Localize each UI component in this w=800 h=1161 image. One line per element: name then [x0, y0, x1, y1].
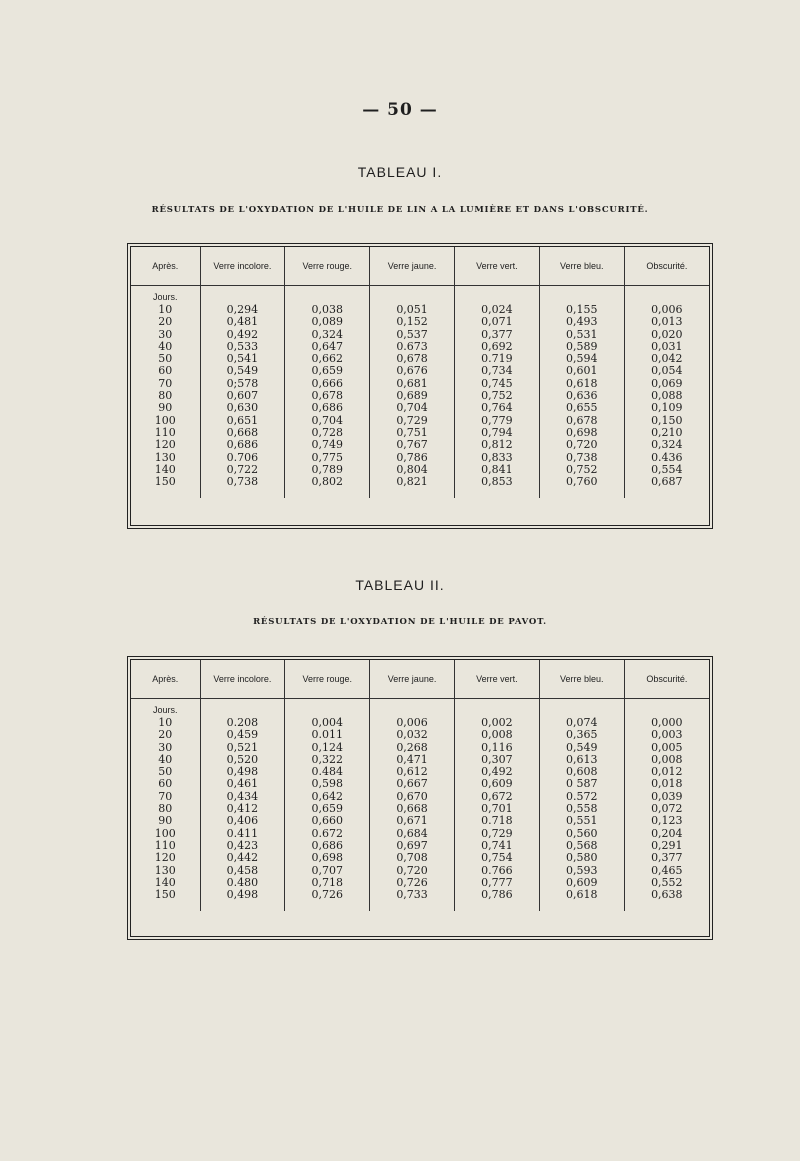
- value-cell: 0,412: [200, 803, 285, 815]
- value-cell: 0,686: [285, 402, 370, 414]
- value-cell: 0,672: [454, 791, 539, 803]
- value-cell: 0,728: [285, 427, 370, 439]
- value-cell: 0,038: [285, 304, 370, 316]
- day-cell: 140: [131, 464, 200, 476]
- day-cell: 130: [131, 865, 200, 877]
- day-cell: 130: [131, 452, 200, 464]
- value-cell: 0,124: [285, 742, 370, 754]
- value-cell: 0,593: [539, 865, 624, 877]
- column-header: Verre bleu.: [539, 247, 624, 286]
- value-cell: 0,406: [200, 815, 285, 827]
- value-cell: 0,377: [454, 329, 539, 341]
- value-cell: 0,521: [200, 742, 285, 754]
- value-cell: 0,676: [370, 365, 455, 377]
- value-cell: 0,039: [651, 789, 683, 803]
- table-row: [131, 365, 709, 377]
- value-cell: 0,558: [539, 803, 624, 815]
- table-cell: [200, 699, 285, 718]
- value-cell: 0,666: [285, 378, 370, 390]
- value-cell: 0,434: [200, 791, 285, 803]
- value-cell: 0,821: [370, 476, 455, 498]
- value-cell: 0,116: [454, 742, 539, 754]
- value-cell: 0,707: [285, 865, 370, 877]
- value-cell: 0,054: [651, 364, 683, 378]
- table-row: [131, 476, 709, 498]
- column-header: Verre incolore.: [200, 247, 285, 286]
- value-cell: 0,541: [200, 353, 285, 365]
- value-cell: 0,760: [539, 476, 624, 498]
- column-header: Verre rouge.: [285, 247, 370, 286]
- day-cell: 60: [131, 365, 200, 377]
- value-cell: 0.411: [200, 828, 285, 840]
- jours-label: Jours.: [131, 699, 200, 718]
- jours-label: Jours.: [131, 286, 200, 305]
- value-cell: 0,751: [370, 427, 455, 439]
- value-cell: 0,698: [285, 852, 370, 864]
- value-cell: 0,598: [285, 778, 370, 790]
- table-cell: [285, 286, 370, 305]
- value-cell: 0.436: [651, 450, 683, 464]
- value-cell: 0,294: [200, 304, 285, 316]
- value-cell: 0,594: [539, 353, 624, 365]
- value-cell: 0,554: [651, 462, 683, 476]
- value-cell: 0,786: [370, 452, 455, 464]
- column-header: Après.: [131, 660, 200, 699]
- column-header: Verre bleu.: [539, 660, 624, 699]
- value-cell: 0,853: [454, 476, 539, 498]
- table-row: [131, 865, 709, 877]
- day-cell: 120: [131, 852, 200, 864]
- value-cell: 0,051: [370, 304, 455, 316]
- value-cell: 0,618: [539, 378, 624, 390]
- value-cell: 0,684: [370, 828, 455, 840]
- day-cell: 10: [131, 717, 200, 729]
- value-cell: 0,752: [454, 390, 539, 402]
- value-cell: 0,560: [539, 828, 624, 840]
- value-cell: 0,745: [454, 378, 539, 390]
- value-cell: 0.480: [200, 877, 285, 889]
- value-cell: 0,779: [454, 415, 539, 427]
- value-cell: 0,152: [370, 316, 455, 328]
- table-row: [131, 402, 709, 414]
- table-row: [131, 815, 709, 827]
- day-cell: 110: [131, 840, 200, 852]
- value-cell: 0;578: [200, 378, 285, 390]
- day-cell: 90: [131, 815, 200, 827]
- value-cell: 0,749: [285, 439, 370, 451]
- value-cell: 0,458: [200, 865, 285, 877]
- value-cell: 0,671: [370, 815, 455, 827]
- value-cell: 0,618: [539, 889, 624, 911]
- value-cell: 0,465: [651, 863, 683, 877]
- day-cell: 20: [131, 316, 200, 328]
- value-cell: 0,638: [651, 888, 683, 902]
- table1-header-row: [131, 247, 709, 286]
- value-cell: 0,568: [539, 840, 624, 852]
- value-cell: 0,005: [651, 740, 683, 754]
- value-cell: 0,802: [285, 476, 370, 498]
- value-cell: 0,729: [454, 828, 539, 840]
- value-cell: 0,659: [285, 365, 370, 377]
- value-cell: 0,767: [370, 439, 455, 451]
- table1-title: TABLEAU I.: [357, 164, 443, 180]
- column-header: Verre incolore.: [200, 660, 285, 699]
- table1-frame: [130, 246, 710, 526]
- day-cell: 40: [131, 341, 200, 353]
- table-cell: [624, 286, 709, 305]
- value-cell: 0,002: [454, 717, 539, 729]
- value-cell: 0,377: [651, 851, 683, 865]
- value-cell: 0,642: [285, 791, 370, 803]
- value-cell: 0,681: [370, 378, 455, 390]
- value-cell: 0,324: [285, 329, 370, 341]
- value-cell: 0,651: [200, 415, 285, 427]
- value-cell: 0.766: [454, 865, 539, 877]
- value-cell: 0,741: [454, 840, 539, 852]
- column-header: Verre jaune.: [370, 660, 455, 699]
- column-header: Verre vert.: [454, 247, 539, 286]
- value-cell: 0,786: [454, 889, 539, 911]
- value-cell: 0,659: [285, 803, 370, 815]
- value-cell: 0,008: [454, 729, 539, 741]
- day-cell: 50: [131, 766, 200, 778]
- value-cell: 0,733: [370, 889, 455, 911]
- value-cell: 0,668: [200, 427, 285, 439]
- table-row: [131, 729, 709, 741]
- value-cell: 0,613: [539, 754, 624, 766]
- value-cell: 0,833: [454, 452, 539, 464]
- value-cell: 0,307: [454, 754, 539, 766]
- value-cell: 0,549: [200, 365, 285, 377]
- day-cell: 110: [131, 427, 200, 439]
- value-cell: 0.718: [454, 815, 539, 827]
- column-header: Verre jaune.: [370, 247, 455, 286]
- table-row: [131, 452, 709, 464]
- value-cell: 0,789: [285, 464, 370, 476]
- value-cell: 0,687: [651, 475, 683, 489]
- value-cell: 0,704: [370, 402, 455, 414]
- value-cell: 0,423: [200, 840, 285, 852]
- column-header: Verre vert.: [454, 660, 539, 699]
- value-cell: 0,020: [651, 327, 683, 341]
- value-cell: 0,012: [651, 765, 683, 779]
- value-cell: 0,552: [651, 875, 683, 889]
- table2-subtitle: RÉSULTATS DE L'OXYDATION DE L'HUILE DE PAVOT.: [253, 617, 547, 627]
- value-cell: 0,291: [651, 838, 683, 852]
- value-cell: 0.673: [370, 341, 455, 353]
- value-cell: 0,804: [370, 464, 455, 476]
- value-cell: 0,531: [539, 329, 624, 341]
- value-cell: 0,655: [539, 402, 624, 414]
- value-cell: 0 587: [539, 778, 624, 790]
- value-cell: 0,697: [370, 840, 455, 852]
- value-cell: 0,551: [539, 815, 624, 827]
- table-row: [131, 316, 709, 328]
- value-cell: 0,729: [370, 415, 455, 427]
- table2-header-row: [131, 660, 709, 699]
- value-cell: 0,775: [285, 452, 370, 464]
- value-cell: 0,841: [454, 464, 539, 476]
- value-cell: 0,109: [651, 401, 683, 415]
- table2-title: TABLEAU II.: [355, 577, 445, 593]
- day-cell: 90: [131, 402, 200, 414]
- table-cell: [539, 699, 624, 718]
- day-cell: 70: [131, 791, 200, 803]
- value-cell: 0,726: [370, 877, 455, 889]
- table-row: [131, 852, 709, 864]
- value-cell: 0,734: [454, 365, 539, 377]
- value-cell: 0.208: [200, 717, 285, 729]
- value-cell: 0,533: [200, 341, 285, 353]
- value-cell: 0,000: [651, 716, 683, 729]
- value-cell: 0,442: [200, 852, 285, 864]
- value-cell: 0,662: [285, 353, 370, 365]
- value-cell: 0,686: [200, 439, 285, 451]
- value-cell: 0,589: [539, 341, 624, 353]
- table2-frame: [130, 659, 710, 937]
- value-cell: 0,032: [370, 729, 455, 741]
- value-cell: 0,609: [454, 778, 539, 790]
- value-cell: 0,667: [370, 778, 455, 790]
- table-row: [131, 889, 709, 911]
- day-cell: 70: [131, 378, 200, 390]
- value-cell: 0,754: [454, 852, 539, 864]
- value-cell: 0,481: [200, 316, 285, 328]
- value-cell: 0,461: [200, 778, 285, 790]
- table1: [131, 247, 709, 498]
- table-cell: [454, 286, 539, 305]
- value-cell: 0,268: [370, 742, 455, 754]
- value-cell: 0,365: [539, 729, 624, 741]
- day-cell: 50: [131, 353, 200, 365]
- value-cell: 0,123: [651, 814, 683, 828]
- value-cell: 0,601: [539, 365, 624, 377]
- table-cell: [624, 699, 709, 718]
- value-cell: 0,668: [370, 803, 455, 815]
- table1-subtitle: RÉSULTATS DE L'OXYDATION DE L'HUILE DE LIN A LA LUMIÈRE ET DANS L'OBSCURITÉ.: [151, 205, 649, 215]
- table2: [131, 660, 709, 911]
- table-row: [131, 439, 709, 451]
- day-cell: 30: [131, 742, 200, 754]
- value-cell: 0,493: [539, 316, 624, 328]
- value-cell: 0,609: [539, 877, 624, 889]
- value-cell: 0,004: [285, 717, 370, 729]
- day-cell: 10: [131, 304, 200, 316]
- day-cell: 100: [131, 828, 200, 840]
- value-cell: 0,089: [285, 316, 370, 328]
- value-cell: 0,520: [200, 754, 285, 766]
- value-cell: 0,812: [454, 439, 539, 451]
- value-cell: 0.011: [285, 729, 370, 741]
- value-cell: 0,013: [651, 315, 683, 329]
- day-cell: 80: [131, 803, 200, 815]
- value-cell: 0,726: [285, 889, 370, 911]
- value-cell: 0,608: [539, 766, 624, 778]
- value-cell: 0.484: [285, 766, 370, 778]
- value-cell: 0,764: [454, 402, 539, 414]
- value-cell: 0,498: [200, 766, 285, 778]
- value-cell: 0,006: [370, 717, 455, 729]
- day-cell: 120: [131, 439, 200, 451]
- value-cell: 0,612: [370, 766, 455, 778]
- value-cell: 0,720: [370, 865, 455, 877]
- value-cell: 0,607: [200, 390, 285, 402]
- value-cell: 0,777: [454, 877, 539, 889]
- value-cell: 0.672: [285, 828, 370, 840]
- value-cell: 0,024: [454, 304, 539, 316]
- column-header: Obscurité.: [624, 660, 709, 699]
- value-cell: 0,069: [651, 376, 683, 390]
- value-cell: 0,088: [651, 389, 683, 403]
- value-cell: 0,492: [454, 766, 539, 778]
- value-cell: 0,492: [200, 329, 285, 341]
- table-cell: [370, 699, 455, 718]
- value-cell: 0.706: [200, 452, 285, 464]
- day-cell: 30: [131, 329, 200, 341]
- day-cell: 150: [131, 889, 200, 911]
- value-cell: 0.719: [454, 353, 539, 365]
- value-cell: 0,678: [285, 390, 370, 402]
- value-cell: 0,660: [285, 815, 370, 827]
- value-cell: 0,647: [285, 341, 370, 353]
- day-cell: 140: [131, 877, 200, 889]
- table-cell: [285, 699, 370, 718]
- value-cell: 0,708: [370, 852, 455, 864]
- value-cell: 0,150: [651, 413, 683, 427]
- value-cell: 0,324: [651, 438, 683, 452]
- value-cell: 0,018: [651, 777, 683, 791]
- value-cell: 0,686: [285, 840, 370, 852]
- column-header: Après.: [131, 247, 200, 286]
- column-header: Verre rouge.: [285, 660, 370, 699]
- jours-row: [131, 286, 709, 305]
- column-header: Obscurité.: [624, 247, 709, 286]
- value-cell: 0,071: [454, 316, 539, 328]
- value-cell: 0,072: [651, 802, 683, 816]
- table-cell: [539, 286, 624, 305]
- value-cell: 0,031: [651, 339, 683, 353]
- value-cell: 0,636: [539, 390, 624, 402]
- day-cell: 40: [131, 754, 200, 766]
- day-cell: 100: [131, 415, 200, 427]
- value-cell: 0,678: [539, 415, 624, 427]
- value-cell: 0,752: [539, 464, 624, 476]
- value-cell: 0,003: [651, 728, 683, 742]
- value-cell: 0,042: [651, 352, 683, 366]
- value-cell: 0.572: [539, 791, 624, 803]
- value-cell: 0,692: [454, 341, 539, 353]
- value-cell: 0,722: [200, 464, 285, 476]
- value-cell: 0,704: [285, 415, 370, 427]
- value-cell: 0,701: [454, 803, 539, 815]
- value-cell: 0,322: [285, 754, 370, 766]
- value-cell: 0,459: [200, 729, 285, 741]
- value-cell: 0,689: [370, 390, 455, 402]
- value-cell: 0,698: [539, 427, 624, 439]
- value-cell: 0,670: [370, 791, 455, 803]
- value-cell: 0,549: [539, 742, 624, 754]
- value-cell: 0,580: [539, 852, 624, 864]
- table-cell: [454, 699, 539, 718]
- value-cell: 0,155: [539, 304, 624, 316]
- value-cell: 0,498: [200, 889, 285, 911]
- value-cell: 0,008: [651, 752, 683, 766]
- jours-row: [131, 699, 709, 718]
- value-cell: 0,794: [454, 427, 539, 439]
- value-cell: 0,204: [651, 826, 683, 840]
- day-cell: 80: [131, 390, 200, 402]
- value-cell: 0,210: [651, 425, 683, 439]
- value-cell: 0,006: [651, 303, 683, 316]
- value-cell: 0,471: [370, 754, 455, 766]
- value-cell: 0,537: [370, 329, 455, 341]
- value-cell: 0,720: [539, 439, 624, 451]
- page-number: — 50 —: [362, 100, 438, 120]
- value-cell: 0,678: [370, 353, 455, 365]
- table-cell: [370, 286, 455, 305]
- day-cell: 20: [131, 729, 200, 741]
- day-cell: 60: [131, 778, 200, 790]
- value-cell: 0,074: [539, 717, 624, 729]
- table-cell: [200, 286, 285, 305]
- table-row: [131, 778, 709, 790]
- value-cell: 0,738: [539, 452, 624, 464]
- value-cell: 0,630: [200, 402, 285, 414]
- value-cell: 0,738: [200, 476, 285, 498]
- value-cell: 0,718: [285, 877, 370, 889]
- day-cell: 150: [131, 476, 200, 498]
